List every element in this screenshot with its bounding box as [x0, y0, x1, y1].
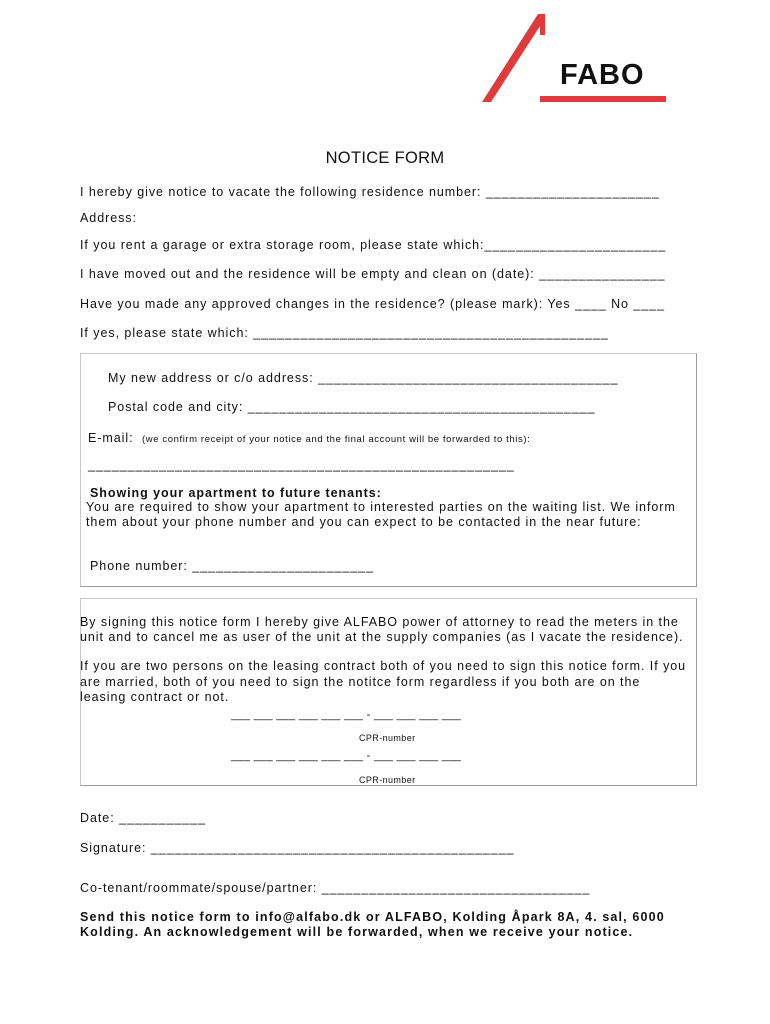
new-address-field[interactable]: My new address or c/o address: ______________________________________: [108, 371, 619, 385]
attorney-text-line-2: unit and to cancel me as user of the unit at the supply companies (as I vacate the residence).: [80, 630, 684, 644]
postal-code-field[interactable]: Postal code and city: ____________________________________________: [108, 400, 596, 414]
two-persons-text-line-2: are married, both of you need to sign the notitce form regardless if you both are on the: [80, 675, 641, 689]
phone-number-field[interactable]: Phone number: _______________________: [90, 559, 374, 573]
cotenant-signature-field[interactable]: Co-tenant/roommate/spouse/partner: __________________________________: [80, 881, 591, 895]
logo-text: FABO: [560, 59, 645, 91]
email-note: (we confirm receipt of your notice and the final account will be forwarded to this):: [142, 434, 531, 445]
alfabo-logo-mark: [478, 12, 670, 107]
residence-number-field[interactable]: I hereby give notice to vacate the following residence number: ______________________: [80, 185, 660, 199]
cpr-number-field-2[interactable]: ___ ___ ___ ___ ___ ___ - ___ ___ ___ ___: [231, 750, 462, 762]
address-label: Address:: [80, 211, 137, 225]
email-row: [88, 429, 530, 447]
two-persons-text-line-1: If you are two persons on the leasing contract both of you need to sign this notice form. If you: [80, 659, 687, 673]
signature-field[interactable]: Signature: ______________________________________________: [80, 841, 515, 855]
two-persons-text-line-3: leasing contract or not.: [80, 690, 230, 704]
page-title: NOTICE FORM: [325, 149, 445, 167]
send-instructions-line-1: Send this notice form to info@alfabo.dk or ALFABO, Kolding Åpark 8A, 4. sal, 6000: [80, 910, 665, 924]
attorney-text-line-1: By signing this notice form I hereby give ALFABO power of attorney to read the meters in the: [80, 615, 679, 629]
email-field[interactable]: ______________________________________________________: [88, 458, 515, 472]
move-out-date-field[interactable]: I have moved out and the residence will be empty and clean on (date): ________________: [80, 267, 666, 281]
showing-title: Showing your apartment to future tenants:: [90, 486, 382, 500]
alfabo-logo: [478, 12, 670, 107]
cpr-number-label-2: CPR-number: [359, 775, 416, 785]
showing-text-line-1: You are required to show your apartment to interested parties on the waiting list. We inform: [86, 500, 676, 514]
garage-storage-field[interactable]: If you rent a garage or extra storage room, please state which:_______________________: [80, 238, 667, 252]
send-instructions-line-2: Kolding. An acknowledgement will be forwarded, when we receive your notice.: [80, 925, 634, 939]
approved-changes-field[interactable]: Have you made any approved changes in the residence? (please mark): Yes ____ No ____: [80, 297, 665, 311]
changes-description-field[interactable]: If yes, please state which: _____________________________________________: [80, 326, 609, 340]
email-label: E-mail:: [88, 431, 134, 445]
cpr-number-field-1[interactable]: ___ ___ ___ ___ ___ ___ - ___ ___ ___ ___: [231, 709, 462, 721]
cpr-number-label-1: CPR-number: [359, 733, 416, 743]
date-field[interactable]: Date: ___________: [80, 811, 206, 825]
showing-text-line-2: them about your phone number and you can expect to be contacted in the near future:: [86, 515, 642, 529]
